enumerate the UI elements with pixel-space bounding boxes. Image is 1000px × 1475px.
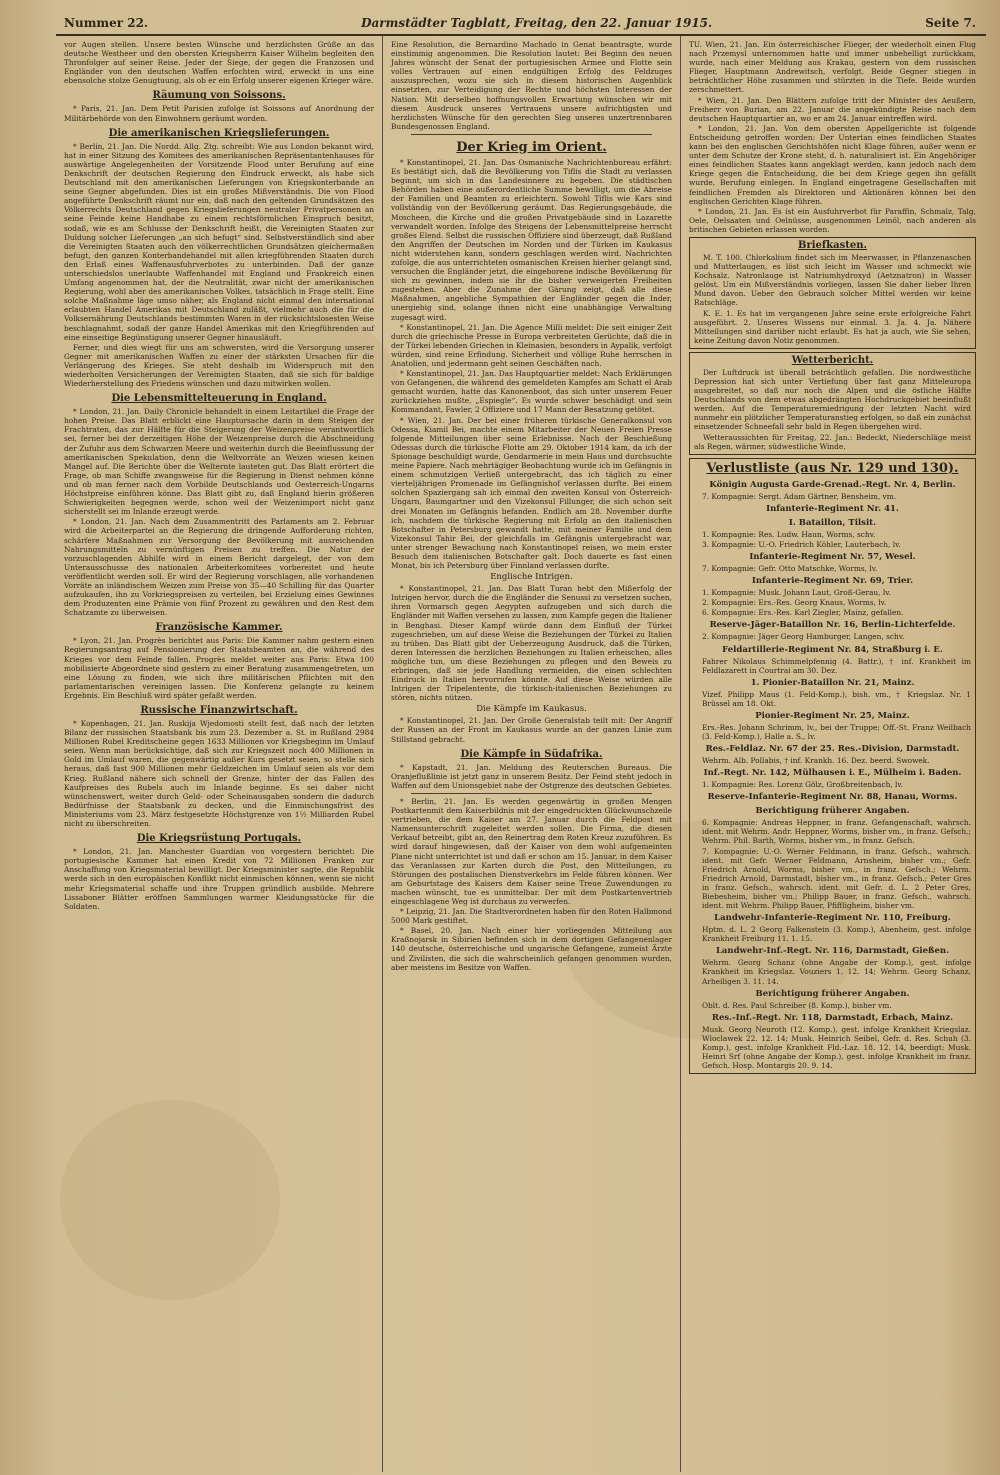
verlustliste-entries (694, 480, 971, 1070)
casualty-entry: Fahrer Nikolaus Schimmelpfennig (4. Battr.), † inf. Krankheit im Feldlazarett in Courtrai am 30. Dez. (702, 656, 971, 675)
subheadline-intrigen: Englische Intrigen. (490, 572, 573, 583)
casualty-entry: Wehrm. Georg Schanz (ohne Angabe der Komp.), gest. infolge Krankheit im Kriegslaz. Vouziers 1. 12. 14; Wehrm. Georg Schanz, Arheiligen 3. 11. 14. (702, 958, 971, 986)
casualty-entry: Oblt. d. Res. Paul Schreiber (8. Komp.), bisher vm. (702, 1000, 892, 1010)
article-text: * Berlin, 21. Jan. Die Nordd. Allg. Ztg. schreibt: Wie aus London bekannt wird, hat in einer Sitzung des Komitees des amerikanischen Repräsentantenhauses für auswärtige Angelegenheiten der Vorsitzende Flood unter Berufung auf eine Denkschrift der deutschen Regierung den Eindruck erweckt, als habe sich Deutschland mit den amerikanischen Lieferungen von Kriegskonterbande an seine Gegner abgefunden. Dies ist ein großes Mißverständnis. Die von Flood angeführte Denkschrift räumt nur ein, daß nach den geltenden Grundsätzen des Völkerrechts Deutschland gegen Kriegslieferungen neutraler Privatpersonen an seine Feinde keine Handhabe zu einem rechtsförmlichen Einspruch besitzt, sodaß, wie es am Schlusse der Denkschrift heißt, die Vereinigten Staaten zur Duldung solcher Lieferungen „an sich befugt“ sind. Selbstverständlich sind aber die Vereinigten Staaten auch den völkerrechtlichen Grundsätzen gleichermaßen befugt, den ganzen Konterbandehandel mit allen kriegführenden Staaten durch den Erlaß eines Waffenausfuhrverbotes zu unterbinden. Daß der ganze unterschiedslos unerlaubte Waffenhandel mit England und Frankreich einen Umfang angenommen hat, der die Neutralität, zwar nicht der amerikanischen Regierung, wohl aber des amerikanischen Volkes, tatsächlich in Frage stellt. Eine solche Maßnahme läge umso näher, als England nicht einmal den international erlaubten Handel Amerikas mit Deutschland zuläßt, vielmehr auch die für die Volksernährung Deutschlands bestimmten Waren in der rücksichtslosesten Weise beschlagnahmt, sodaß der ganze Handel Amerikas mit den Kriegführenden auf eine einseitige Begünstigung unserer Gegner hinausläuft. (64, 141, 374, 342)
masthead (56, 10, 986, 36)
article-text: * Konstantinopel, 21. Jan. Die Agence Milli meldet: Die seit einiger Zeit durch die griechische Presse in Europa verbreiteten Gerüchte, daß die in der Türkei lebenden Griechen in Kleinasien, besonders in Aypalik, verfolgt würden, sind reine Erfindung. Sicherheit und völlige Ruhe herrschen in Anatolien, und jedermann geht seinen Geschäften nach. (391, 322, 672, 368)
article-text: * Kapstadt, 21. Jan. Meldung des Reuterschen Bureaus. Die Oranjeflußlinie ist jetzt ganz in unserem Besitz. Der Feind steht jedoch in Waffen auf dem Unionsgebiet nahe der Ostgrenze des deutschen Gebietes. (391, 762, 673, 790)
casualty-entry: Ers.-Res. Johann Schrimm, lv., bei der Truppe; Off.-St. Franz Weilbach (3. Feld-Komp.), Halle a. S., lv. (702, 722, 971, 741)
article-text: * Leipzig, 21. Jan. Die Stadtverordneten haben für den Roten Halbmond 5000 Mark gestiftet. (391, 907, 672, 926)
article-text: * Konstantinopel, 21. Jan. Das Blatt Turan hebt den Mißerfolg der Intrigen hervor, durch die die Engländer die Senussi zu versetzen suchen, ihren Vormarsch gegen Aegypten aufzugeben und sich durch die Engländer mit Waffen versehen zu lassen, zum Kampfe gegen die Italiener in Benghasi. Dieser Kampf würde dann dem Einfluß der Türkei zugeschrieben, um auf diese Weise die Beziehungen der Türkei zu Italien zu trüben. Das Blatt gibt der Ueberzeugung Ausdruck, daß die Türken, deren Interessen die herzlichen Beziehungen zu Italien erheischen, alles mögliche tun, um diese Beziehungen zu pflegen und den Beweis zu erbringen, daß sie jede Handlung vermeiden, die einen schlechten Eindruck in Italien hervorrufen könnte. Auf diese Weise würden alle Intrigen der Tripelentente, die türkisch-italienischen Beziehungen zu stören, nichts nützen. (391, 584, 672, 703)
casualty-entry: 7. Kompagnie: U.-O. Werner Feldmann, in franz. Gefsch., wahrsch. ident. mit Gefr. Werner Feldmann, Arnsheim, bisher vm.; Gefr. Friedrich Arnold, Worms, bisher vm., in franz. Gefsch.; Wehrm. Friedrich Arnold, Darmstadt, bisher vm., in franz. Gefsch.; Peter Gres in franz. Gefsch., wahrsch. ident. mit Gefr. d. L. 2 Peter Gres, Biebesheim, bisher vm.; Philipp Bauer, in franz. Gefsch., wahrsch. ident. mit Wehrm. Philipp Bauer, Pfiffligheim, bisher vm. (702, 846, 971, 911)
casualty-entry: Hptm. d. L. 2 Georg Falkenstein (3. Komp.), Abenheim, gest. infolge Krankheit Freiburg 11. 1. 15. (702, 925, 971, 944)
verlustliste-box (689, 458, 976, 1074)
casualty-entry: 7. Kompagnie: Sergt. Adam Gärtner, Bensheim, vm. (702, 491, 897, 501)
unit-heading: 1. Pionier-Bataillon Nr. 21, Mainz. (750, 677, 915, 688)
article-text: * London, 21. Jan. Von dem obersten Appellgerichte ist folgende Entscheidung getroffen worden: Der Untertan eines feindlichen Staates kann bei den englischen Gerichtshöfen nicht Klage führen, außer wenn er unter dem Schutze der Krone steht, d. h. naturalisiert ist. Ein Angehöriger eines feindlichen Staates kann angeklagt werden, kann jedoch nach dem Kriege gegen die Entscheidung, die bei dem Kriege gegen ihn gefällt wurde, Berufung einlegen. In England eingetragene Gesellschaften mit feindlichen Fremden als Direktoren und Aktionären können bei den englischen Gerichten Klage führen. (689, 123, 976, 206)
unit-heading: Feldartillerie-Regiment Nr. 84, Straßburg i. E. (722, 644, 943, 655)
casualty-entry: 7. Kompagnie: Gefr. Otto Matschke, Worms, lv. (702, 564, 878, 574)
article-text: Wetteraussichten für Freitag, 22. Jan.: Bedeckt, Niederschläge meist als Regen, wärmer, südwestliche Winde. (694, 432, 971, 451)
article-text: * London, 21. Jan. Es ist ein Ausfuhrverbot für Paraffin, Schmalz, Talg, Oele, Oelsaaten und Oelnüsse, ausgenommen Leinöl, nach anderen als britischen Gebieten erlassen worden. (689, 206, 976, 234)
columns (56, 36, 986, 1472)
article-text: Ferner, und dies wiegt für uns am schwersten, wird die Versorgung unserer Gegner mit amerikanischen Waffen zu einer der stärksten Ursachen für die Verlängerung des Krieges. Sie steht deshalb im Widerspruch mit den wiederholten Versicherungen der Vereinigten Staaten, daß sie sich für baldige Wiederherstellung des Friedens wünschen und dazu mitwirken wollen. (64, 342, 374, 389)
article-text: * London, 21. Jan. Manchester Guardian von vorgestern berichtet: Die portugiesische Kammer hat einen Kredit von 72 Millionen Franken zur Anschaffung von Kriegsmaterial bewilligt. Der Kriegsminister sagte, die Republik werde sich in den europäischen Konflikt nicht einmischen können, wenn sie nicht mehr Kriegsmaterial schaffe und ihre Truppen gründlich ausbilde. Mehrere Lissaboner Blätter eröffnen Sammlungen warmer Kleidungsstücke für die Soldaten. (64, 847, 374, 911)
casualty-entry: 2. Kompagnie: Jäger Georg Hamburger, Langen, schv. (702, 632, 905, 642)
unit-heading: Infanterie-Regiment Nr. 57, Wesel. (749, 552, 916, 563)
unit-heading: Reserve-Infanterie-Regiment Nr. 88, Hanau, Worms. (707, 792, 958, 803)
headline-wetterbericht: Wetterbericht. (791, 354, 874, 366)
casualty-entry: 6. Kompagnie: Ers.-Res. Karl Ziegler, Mainz, gefallen. (702, 608, 904, 618)
casualty-entry: 3. Kompagnie: U.-O. Friedrich Köhler, Lauterbach, lv. (702, 539, 901, 549)
article-text: * Wien, 21. Jan. Den Blättern zufolge tritt der Minister des Aeußern, Freiherr von Burian, am 22. Januar die angekündigte Reise nach dem deutschen Hauptquartier an, wo er am 24. Januar eintreffen wird. (689, 95, 976, 123)
headline-suedafrika: Die Kämpfe in Südafrika. (460, 748, 603, 760)
article-text: * Kopenhagen, 21. Jan. Ruskija Wjedomosti stellt fest, daß nach der letzten Bilanz der russischen Staatsbank bis zum 23. Dezember a. St. in Rußland 2984 Millionen Rubel Kreditscheine gegen 1633 Millionen vor Kriegsbeginn im Umlauf seien. Wenn man berücksichtige, daß sich zur Kriegszeit noch 400 Millionen in Gold im Umlauf waren, die gegenwärtig außer Kurs gesetzt seien, so stelle sich heraus, daß fast 900 Millionen mehr Geldzeichen im Umlauf seien als vor dem Krieg. Rußland nähere sich schnell der Grenze, hinter der das Fallen des Kaufpreises des Rubels auch im Inlande beginne. Es sei daher nicht wünschenswert, weiter durch Geld- oder Scheinausgaben sondern die dadurch Bedürfnisse der Staatsbank zu decken, und die Einmischungsfrist des Ministeriums vom 23. März festgesetzte Höchstgrenze von 1½ Milliarden Rubel nicht zu überschreiten. (64, 719, 374, 829)
column-2 (382, 36, 680, 1472)
article-text: Der Luftdruck ist überall beträchtlich gefallen. Die nordwestliche Depression hat sich unter Vertiefung über fast ganz Mitteleuropa ausgebreitet, so daß nur noch die Alpen und die östliche Hälfte Deutschlands von dem etwas abgedrängten Hochdruckgebiet beeinflußt werden. Auf die Temperaturerniedrigung der letzten Nacht wird nunmehr ein plötzlicher Temperaturanstieg erfolgen, so daß ein zunächst einsetzender Schneefall sehr bald in Regen übergehen wird. (694, 367, 971, 432)
article-text: * Wien, 21. Jan. Der bei einer früheren türkische Generalkonsul von Odessa, Kiamil Bei, machte einem Mitarbeiter der Neuen Freien Presse folgende Mitteilungen über seine Erlebnisse. Nach der Beschießung Odessas durch die türkische Flotte am 29. Oktober 1914 kam, da ich der Spionage beschuldigt wurde, Gendarmerie in mein Haus und durchsuchte meine Papiere. Nach mehrtägiger Beobachtung wurde ich im Gefängnis in einem schmutzigen Verließ untergebracht, das ich täglich zu einer vierteljährigen Promenade im Gefängnishof verlassen durfte. Bei einem solchen Spaziergang sah ich einmal den zweiten Konsul von Österreich-Ungarn, Baumgartner und den Vizekonsul Fillunger, die sich schon seit drei Monaten im Gefängnis befanden. Endlich am 28. November durfte ich, nachdem die türkische Regierung mit Erfolg an den italienischen Botschafter in Petersburg gewandt hatte, mit meiner Familie und dem Vizekonsul Tahir Bei, der gleichfalls im Gefängnis untergebracht war, unter strenger Bewachung nach Konstantinopel reisen, wo mein erster Besuch dem italienischen Botschafter galt. Doch dauerte es fast einen Monat, bis ich Petersburg über Finnland verlassen durfte. (391, 415, 672, 571)
article-text: M. T. 100. Chlorkalium findet sich im Meerwasser, in Pflanzenaschen und Mutterlaugen, es löst sich leicht im Wasser und schmeckt wie Kochsalz. Natronlauge ist Natriumhydroxyd (Aetznatron) in Wasser gelöst. Um ein Mißverständnis vorliegen, lassen Sie daher lieber Ihren Mund davon. Ueber den Gebrauch solcher Mittel werden wir keine Ratschläge. (694, 252, 971, 308)
newspaper-title-date: Darmstädter Tagblatt, Freitag, den 22. Januar 1915. (361, 16, 713, 30)
headline-briefkasten: Briefkasten. (798, 239, 867, 251)
unit-heading: Infanterie-Regiment Nr. 41. (766, 503, 899, 514)
column-3 (680, 36, 984, 1472)
headline-portugal: Die Kriegsrüstung Portugals. (136, 833, 302, 845)
article-text: Eine Resolution, die Bernardino Machado in Genat beantragte, wurde einstimmig angenommen. Die Resolution lautet: Bei Beginn des neuen Jahres wünscht der Senat der portugiesischen Armee und Flotte sein volles Vertrauen auf einen endgültigen Erfolg des Feldzuges auszusprechen, wozu sie sich in diesem historischen Augenblick einsetzten, zur Verteidigung der Rechte und höchsten Interessen der Nation. Mit derselben hoffnungsvollen Erwartung wünschen wir mit diesem Ausdruck unseres Vertrauens unsere aufrichtigsten und herzlichsten Wünsche für den gerechten Sieg unseres unzertrennbaren Bundesgenossen England. (391, 40, 672, 131)
headline-verlustliste: Verlustliste (aus Nr. 129 und 130). (706, 460, 959, 476)
article-text: K. E. 1. Es hat im vergangenen Jahre seine erste erfolgreiche Fahrt ausgeführt. 2. Unseres Wissens nur einmal. 3. Ja. 4. Ja. Nähere Mitteilungen sind darüber nicht erlaubt. Es hat ja auch, wie Sie sehen, keine Zeitung davon Notiz genommen. (694, 308, 971, 345)
unit-heading: Berichtigung früherer Angaben. (755, 806, 910, 817)
unit-heading: I. Bataillon, Tilsit. (788, 517, 877, 528)
divider (411, 134, 652, 135)
unit-heading: Königin Augusta Garde-Grenad.-Regt. Nr. 4, Berlin. (709, 479, 956, 490)
casualty-entry: 6. Kompagnie: Andreas Heppner, in franz. Gefangenschaft, wahrsch. ident. mit Wehrm. Andr. Heppner, Worms, bisher vm., in franz. Gefsch.; Wehrm. Phil. Barth, Worms, bisher vm., in franz. Gefsch. (702, 818, 971, 846)
article-text: * Konstantinopel, 21. Jan. Das Osmanische Nachrichtenbureau erfährt: Es bestätigt sich, daß die Bevölkerung von Tiflis die Stadt zu verlassen beginnt, um sich in das Landesinnere zu begeben. Die städtischen Behörden haben eine außerordentliche Summe bewilligt, um die Abreise der Familien und Beamten zu erleichtern. Sowohl Tiflis wie Kars sind vollständig von der Bevölkerung geräumt. Das Regierungsgebäude, die Moscheen, die Kirche und die großen Privatgebäude sind in Lazarette verwandelt worden. Infolge des Steigens der Lebensmittelpreise herrscht großes Elend. Selbst die russischen Offiziere sind überzeugt, daß Rußland den Angriffen der Deutschen im Norden und der Türken im Kaukasus nicht widerstehen kann, sondern geschlagen werden wird. Nachrichten zufolge, die aus unterrichteten osmanischen Kreisen hierher gelangt sind, versuchen die Engländer jetzt, die eingeborene indische Bevölkerung für sich zu gewinnen, indem sie ihr die bisher verweigerten Freiheiten zugestehen. Aber die Zunahme der Gärung zeigt, daß alle diese Maßnahmen, angebliche Sympathien der Engländer gegen die Inder, unergiebig sind, solange ihnen nicht eine unabhängige Verwaltung zugesagt wird. (391, 157, 672, 322)
casualty-entry: 1. Kompagnie: Musk. Johann Laut, Groß-Gerau, lv. (702, 588, 891, 598)
casualty-entry: 1. Kompagnie: Res. Lorenz Gölz, Großbreitenbach, lv. (702, 780, 904, 790)
article-text: * Konstantinopel, 21. Jan. Das Hauptquartier meldet: Nach Erklärungen von Gefangenen, die während des gemeldeten Kampfes am Schatt el Arab gemacht wurden, hatte das Kanonenboot, das sich unter unserem Feuer zurückziehen mußte, „Espiegle“. Es wurde schwer beschädigt und sein Kommandant, Fawler, 2 Offiziere und 17 Mann der Besatzung getötet. (391, 369, 672, 415)
unit-heading: Infanterie-Regiment Nr. 69, Trier. (751, 576, 914, 587)
unit-heading: Reserve-Jäger-Bataillon Nr. 16, Berlin-Lichterfelde. (709, 620, 956, 631)
article-text: * Konstantinopel, 21. Jan. Der Große Generalstab teilt mit: Der Angriff der Russen an der Front im Kaukasus wurde an der ganzen Linie zum Stillstand gebracht. (391, 716, 672, 744)
article-text: * Berlin, 21. Jan. Es werden gegenwärtig in großen Mengen Postkartenmit dem Kaiserbildnis mit der eingedruckten Glückwunschzeile vertrieben, die dem Kaiser am 27. Januar durch die Feldpost mit Namensunterschrift zugeleitet werden sollen. Die Firma, die diesen Verkauf betreibt, gibt an, den Reinertrag dem Roten Kreuz zuzuführen. Es wird darauf hingewiesen, daß der Kaiser von dem wohl aufgemeinten Plane nicht unterrichtet ist und daß er schon am 15. Januar, in dem Kaiser das Veranlassen zur Karten durch die Post, den Mitteilungen, zu Störungen des postalischen Dienstverkehrs im Felde führen können. Wer am Geburtstage des Kaisers dem Kaiser seine Treue Zuwendungen zu machen wünscht, tue es unmittelbar. Der mit dem Postkartenvertrieb eingeschlagene Weg ist durchaus zu verwerfen. (391, 796, 672, 906)
unit-heading: Berichtigung früherer Angaben. (755, 988, 910, 999)
casualty-entry: Vizef. Philipp Maus (1. Feld-Komp.), bish. vm., † Kriegslaz. Nr. 1 Brüssel am 18. Okt. (702, 689, 971, 708)
headline-finanz: Russische Finanzwirtschaft. (140, 705, 298, 716)
unit-heading: Inf.-Regt. Nr. 142, Mülhausen i. E., Mülheim i. Baden. (703, 768, 962, 779)
subheadline-kaukasus: Die Kämpfe im Kaukasus. (476, 704, 587, 715)
unit-heading: Res.-Feldlaz. Nr. 67 der 25. Res.-Division, Darmstadt. (705, 744, 960, 755)
article-text: * London, 21. Jan. Nach dem Zusammentritt des Parlaments am 2. Februar wird die Arbeiterpartei an die Regierung die dringende Aufforderung richten, schärfere Maßnahmen zur Versorgung der Bevölkerung mit ausreichenden Nahrungsmitteln zu vernünftigen Preisen zu treffen. Die Natur der vorzuschlagenden Abhilfe wird in einem Bericht dargelegt, der von dem Unterausschusse des nationalen Arbeiterkomitees vorbereitet und heute veröffentlicht werden soll. Er wird der Regierung vorschlagen, alle vorhandenen Vorräte an inländischem Weizen zum Preise von 35—40 Schilling für das Quarter aufzukaufen, ihn zu Vorkriegspreisen zu verteilen, bei Erzielung eines Gewinnes dem Produzenten eine Prämie von fünf Prozent zu gewähren und den Rest dem Schatzamte zu überweisen. (64, 517, 374, 618)
headline-amerika: Die amerikanischen Kriegslieferungen. (108, 127, 330, 139)
issue-number: Nummer 22. (64, 16, 149, 30)
headline-soissons: Räumung von Soissons. (152, 90, 286, 102)
unit-heading: Res.-Inf.-Regt. Nr. 118, Darmstadt, Erbach, Mainz. (711, 1012, 954, 1023)
unit-heading: Landwehr-Infanterie-Regiment Nr. 110, Freiburg. (714, 913, 951, 924)
article-text: TU. Wien, 21. Jan. Ein österreichischer Flieger, der wiederholt einen Flug nach Przemysl unternommen hatte und immer unbehelligt zurückkam, wurde, nach einer Meldung aus Krakau, gestern von dem russischen Flieger, Hauptmann Andrewitsch, verfolgt. Beide Gegner stiegen in beträchtlicher Höhe zusammen und stürzten in die Tiefe. Beide wurden zerschmettert. (689, 40, 976, 95)
unit-heading: Landwehr-Inf.-Regt. Nr. 116, Darmstadt, Gießen. (715, 946, 950, 957)
article-text: * Paris, 21. Jan. Dem Petit Parisien zufolge ist Soissons auf Anordnung der Militärbehörde von den Einwohnern geräumt worden. (64, 104, 374, 123)
headline-kammer: Französische Kammer. (155, 622, 283, 634)
casualty-entry: Wehrm. Alb. Pollabis, † inf. Krankh. 16. Dez. beerd. Swowek. (702, 756, 930, 766)
column-1 (56, 36, 382, 1472)
unit-heading: Pionier-Regiment Nr. 25, Mainz. (755, 710, 910, 721)
page-number: Seite 7. (925, 16, 976, 30)
article-text: vor Augen stellen. Unsere besten Wünsche und herzlichsten Grüße an das deutsche Westheer und den obersten Kriegsherrn Kaiser Wilhelm begleiten den Thronfolger auf seiner Reise. Jeder der Siege, der gegen die Franzosen und Engländer von den deutschen Waffen erfochten wird, erweckt in uns eine ebensolche stolze Genugtuung, als ob er ein Erfolg unserer eigenen Krieger wäre. (64, 40, 374, 86)
casualty-entry: Musk. Georg Neuroth (12. Komp.), gest. infolge Krankheit Kriegslaz. Wloclawek 22. 12. 14; Musk. Heinrich Seibel, Gefr. d. Res. Schuh (3. Komp.), gest. infolge Krankheit Fld.-Laz. 18. 12. 14, beerdigt: Musk. Heinri Srf (ohne Angabe der Komp.), gest. infolge Krankheit im franz. Gefsch. Hosp. Montargis 20. 9. 14. (702, 1024, 971, 1071)
wetterbericht-box (689, 352, 976, 455)
article-text: * Lyon, 21. Jan. Progrès berichtet aus Paris: Die Kammer nahm gestern einen Regierungsantrag auf Pensionierung der Staatsbeamten an, die während des Krieges vor dem Feinde fallen. Progrès meldet weiter aus Paris: Etwa 100 mobilisierte Abgeordnete sind gestern zu einer Beratung zusammengetreten, um eine Lösung zu finden, wie sich ihre militärischen Pflichten mit den parlamentarischen vereinigen lassen. Die Konferenz gelangte zu keinem Ergebnis. Ein Beschluß wird später gefaßt werden. (64, 636, 374, 700)
headline-england: Die Lebensmittelteuerung in England. (111, 393, 327, 405)
briefkasten-box (689, 237, 976, 349)
casualty-entry: 2. Kompagnie: Ers.-Res. Georg Knaus, Worms, lv. (702, 598, 887, 608)
divider (411, 793, 652, 794)
headline-orient: Der Krieg im Orient. (456, 139, 607, 155)
casualty-entry: 1. Kompagnie: Res. Ludw. Haun, Worms, schv. (702, 529, 876, 539)
article-text: * Basel, 20. Jan. Nach einer hier vorliegenden Mitteilung aus Kraßnojarsk in Sibirien befinden sich in dem dortigen Gefangenenlager 140 deutsche, österreichische und ungarische Gefangene, zumeist Ärzte und Zivilisten, die sich die wahrscheinlich gefangen genommen wurden, aber meistens im Besitze von Waffen. (391, 926, 672, 972)
article-text: * London, 21. Jan. Daily Chronicle behandelt in einem Leitartikel die Frage der hohen Preise. Das Blatt erblickt eine Hauptursache darin in dem Steigen der Frachtraten, das zur Hälfte für die Steigerung der Weizenpreise verantwortlich sei, ferner bei der derzeitigen Höhe der Weizenpreise durch die Abschneidung der Zufuhr aus dem Schwarzen Meere und weiterhin durch die Beeinflussung der amerikanischen Spekulation, denn die Weltvorräte an Weizen wiesen keinen Mangel auf. Die Berichte über die Welternte lauteten gut. Das Blatt erörtert die Frage, ob man Schiffe zwangsweise für die Regierung in Dienst nehmen könne und ob man ferner nach dem Vorbilde Deutschlands und Oesterreich-Ungarns Höchstpreise einführen könne. Das Blatt gibt zu, daß England hierin größeren Schwierigkeiten begegnen werde, schon weil der Weizenimport nicht ganz sicherstellt sei im Inlande erzeugt werde. (64, 407, 374, 517)
